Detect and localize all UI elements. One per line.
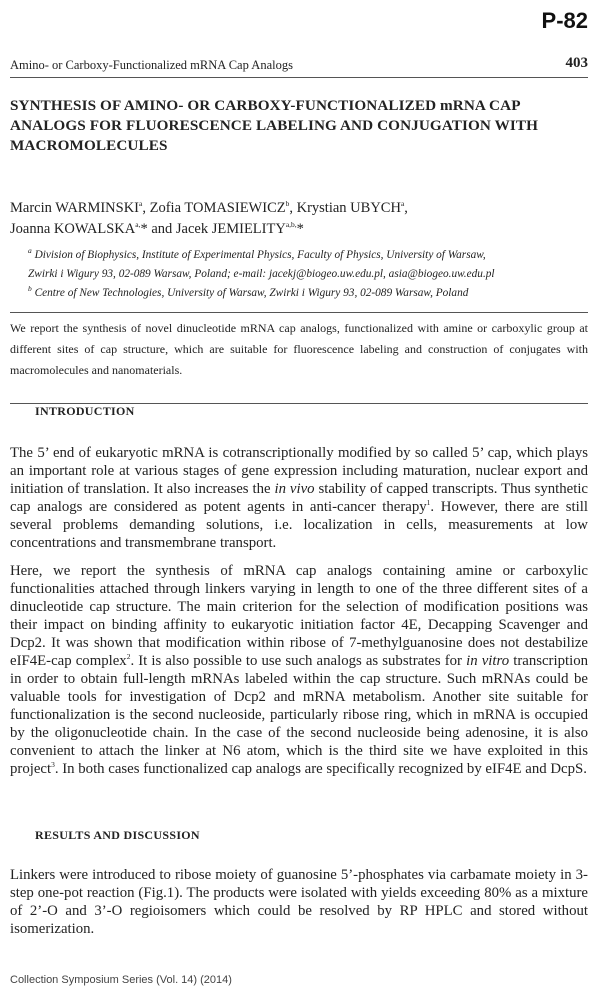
author-name: Zofia TOMASIEWICZ bbox=[149, 200, 286, 216]
section-heading-results: RESULTS AND DISCUSSION bbox=[35, 828, 200, 842]
author-name: Marcin WARMINSKI bbox=[10, 200, 140, 216]
section-heading-introduction: INTRODUCTION bbox=[35, 404, 135, 418]
text-run: . It is also possible to use such analogs as substrates for bbox=[130, 653, 467, 669]
title-line: ANALOGS FOR FLUORESCENCE LABELING AND CONJUGATION WITH bbox=[10, 117, 539, 134]
paper-title bbox=[10, 96, 580, 156]
corresponding-star: * bbox=[140, 221, 148, 237]
title-line: SYNTHESIS OF AMINO- OR CARBOXY-FUNCTIONALIZED mRNA CAP bbox=[10, 97, 521, 114]
text-run: The 5’ end of eukaryotic mRNA is cotranscriptionally modified by so called 5’ cap, which plays an important role at various stages of gene expression including maturation, nuclear export and initiation of translation. It also increases the bbox=[10, 445, 588, 497]
author-list: Marcin WARMINSKI$^a$, Zofia TOMASIEWICZ$^b$, Krystian UBYCH$^a$, Joanna $KOWALSKA^{a,}*$ and Jacek $JEMIELITY^{a,b,}*$ bbox=[10, 199, 408, 237]
author-and: and bbox=[151, 221, 173, 237]
footer-series: Collection Symposium Series (Vol. 14) (2014) bbox=[10, 974, 232, 986]
page-number: 403 bbox=[565, 55, 588, 71]
author-name: Joanna KOWALSKA bbox=[10, 221, 136, 237]
page-code: P-82 bbox=[541, 8, 588, 33]
intro-paragraph-1 bbox=[10, 444, 588, 552]
citation-ref: 2 bbox=[126, 652, 131, 662]
corresponding-star: * bbox=[296, 221, 304, 237]
running-head bbox=[10, 55, 588, 78]
running-head-title: Amino- or Carboxy-Functionalized mRNA Cap Analogs bbox=[10, 58, 293, 72]
affiliation-a-line1: Division of Biophysics, Institute of Experimental Physics, Faculty of Physics, University of Warsaw, bbox=[34, 249, 486, 261]
author-name: Jacek JEMIELITY bbox=[175, 221, 286, 237]
results-paragraph-1 bbox=[10, 866, 588, 938]
author-affil-sup: a,b, bbox=[285, 220, 297, 230]
affil-sup: a bbox=[28, 246, 32, 256]
affil-sup: b bbox=[28, 284, 32, 294]
affiliation-a-line2: Zwirki i Wigury 93, 02-089 Warsaw, Poland; e-mail: jacekj@biogeo.uw.edu.pl, asia@biogeo.uw.edu.pl bbox=[28, 268, 495, 280]
author-affil-sup: a bbox=[139, 199, 143, 209]
title-line: MACROMOLECULES bbox=[10, 137, 168, 154]
italic-run: in vitro bbox=[466, 653, 510, 669]
author-name: Krystian UBYCH bbox=[296, 200, 401, 216]
text-run: . However, there are still several problems demanding solutions, i.e. localization in cells, measurements at low concentrations and transmembrane transport. bbox=[10, 499, 588, 551]
author-affil-sup: b bbox=[285, 199, 290, 209]
abstract-rule-top bbox=[10, 312, 588, 313]
text-run: stability of capped transcripts. Thus synthetic cap analogs are considered as potent agents in anti-cancer therapy bbox=[10, 481, 589, 515]
affiliation-b: Centre of New Technologies, University of Warsaw, Zwirki i Wigury 93, 02-089 Warsaw, Poland bbox=[34, 287, 469, 299]
italic-run: in vivo bbox=[274, 481, 315, 497]
author-affil-sup: a, bbox=[135, 220, 141, 230]
text-run: Linkers were introduced to ribose moiety of guanosine 5’-phosphates via carbamate moiety in 3-step one-pot reaction (Fig.1). The products were isolated with yields exceeding 80% as a mixture of 2’-O and 3’-O regioisomers which could be resolved by RP HPLC and stored without isomerization. bbox=[10, 867, 588, 937]
text-run: . In both cases functionalized cap analogs are specifically recognized by eIF4E and DcpS. bbox=[54, 761, 587, 777]
text-run: Here, we report the synthesis of mRNA cap analogs containing amine or carboxylic functionalities attached through linkers varying in length to one of the three different sites of a dinucleotide cap structure. The main criterion for the selection of modification positions was their impact on binding affinity to eukaryotic initiation factor 4E, Decapping Scavenger and Dcp2. It was shown that modification within ribose of 7-methylguanosine does not destabilize eIF4E-cap complex bbox=[10, 563, 588, 669]
affiliations bbox=[28, 246, 588, 303]
intro-paragraph-2 bbox=[10, 562, 588, 778]
author-affil-sup: a bbox=[400, 199, 405, 209]
text-run: transcription in order to obtain full-length mRNAs labeled within the cap structure. Such mRNAs could be valuable tools for investigation of Dcp2 and mRNA metabolism. Another site suitable for functionalization is the second nucleoside, particularly ribose ring, which in mRNA is occupied by the oligonucleotide chain. In the case of the second nucleoside being adenosine, it is also convenient to attach the linker at N6 atom, which is the third site we have exploited in this project bbox=[10, 653, 588, 777]
citation-ref: 3 bbox=[51, 760, 55, 770]
abstract: We report the synthesis of novel dinucleotide mRNA cap analogs, functionalized with amine or carboxylic group at different sites of cap structure, which are suitable for fluorescence labeling and construction of conjugates with macromolecules and nanomaterials. bbox=[10, 321, 588, 377]
citation-ref: 1 bbox=[426, 498, 431, 508]
